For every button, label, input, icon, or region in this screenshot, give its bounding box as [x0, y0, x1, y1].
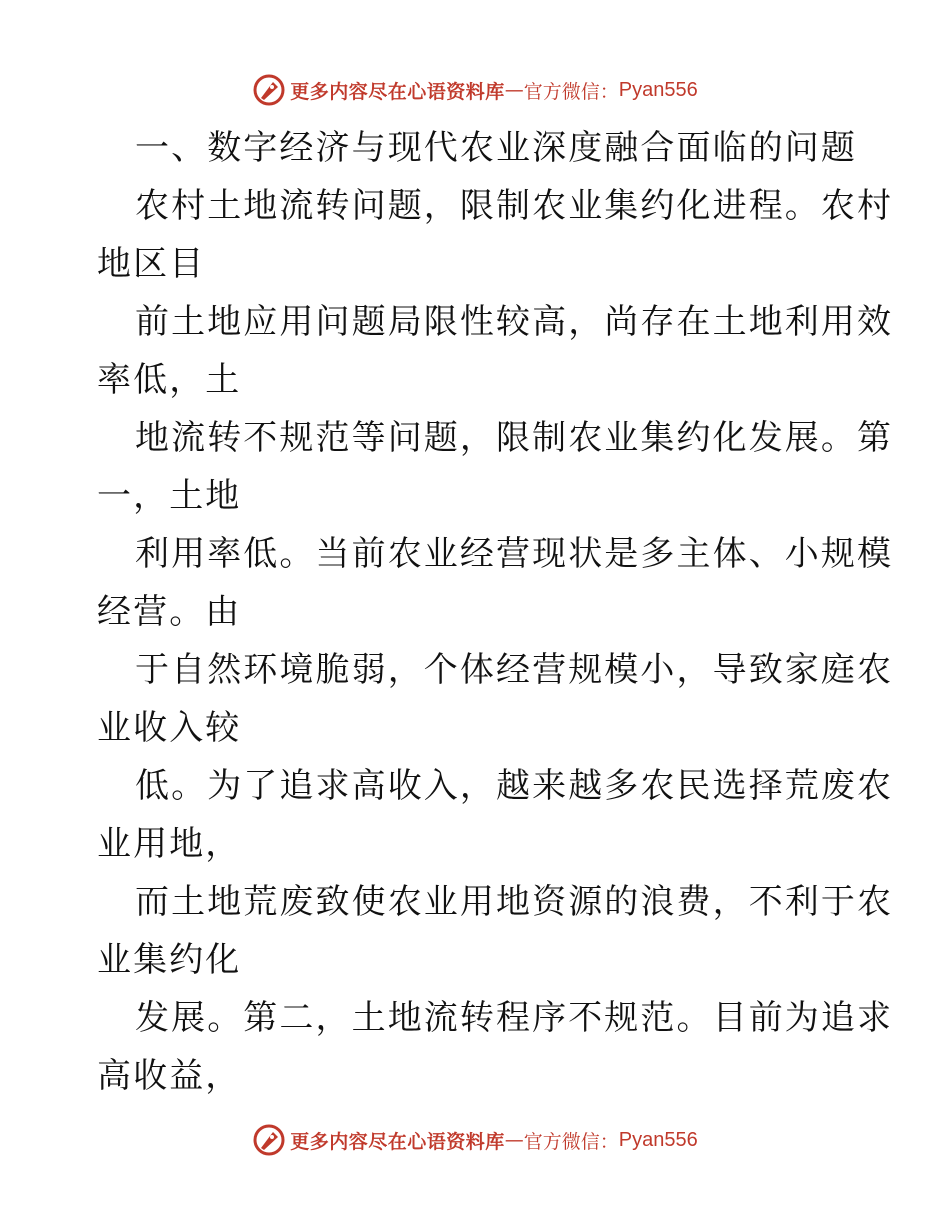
text-line: 地区目 — [97, 244, 206, 284]
watermark-separator: — — [504, 1129, 524, 1151]
text-line: 高收益， — [97, 1056, 242, 1096]
watermark-wechat-id: Pyan556 — [618, 78, 698, 101]
pen-nib-logo-icon — [252, 1123, 286, 1157]
watermark-separator: — — [504, 79, 524, 101]
text-line: 业用地， — [97, 824, 242, 864]
pen-nib-logo-icon — [252, 73, 286, 107]
text-line: 经营。由 — [97, 592, 242, 632]
section-heading: 一、数字经济与现代农业深度融合面临的问题 — [135, 128, 857, 168]
text-line: 农村土地流转问题，限制农业集约化进程。农村 — [135, 186, 894, 226]
watermark-wechat-id: Pyan556 — [618, 1128, 698, 1151]
text-line: 一，土地 — [97, 476, 242, 516]
text-line: 业收入较 — [97, 708, 242, 748]
text-line: 率低，土 — [97, 360, 242, 400]
watermark-site-text: 更多内容尽在心语资料库 — [290, 80, 505, 103]
watermark-wechat-label: 官方微信： — [523, 80, 619, 103]
text-line: 利用率低。当前农业经营现状是多主体、小规模 — [135, 534, 894, 574]
text-line: 而土地荒废致使农业用地资源的浪费，不利于农 — [135, 882, 894, 922]
text-line: 前土地应用问题局限性较高，尚存在土地利用效 — [135, 302, 894, 342]
text-line: 业集约化 — [97, 940, 242, 980]
text-line: 于自然环境脆弱，个体经营规模小，导致家庭农 — [135, 650, 894, 690]
text-line: 发展。第二，土地流转程序不规范。目前为追求 — [135, 998, 894, 1038]
footer-watermark — [0, 1122, 950, 1158]
header-watermark — [0, 72, 950, 108]
watermark-site-text: 更多内容尽在心语资料库 — [290, 1130, 505, 1153]
watermark-wechat-label: 官方微信： — [523, 1130, 619, 1153]
text-line: 低。为了追求高收入，越来越多农民选择荒废农 — [135, 766, 894, 806]
text-line: 地流转不规范等问题，限制农业集约化发展。第 — [135, 418, 894, 458]
